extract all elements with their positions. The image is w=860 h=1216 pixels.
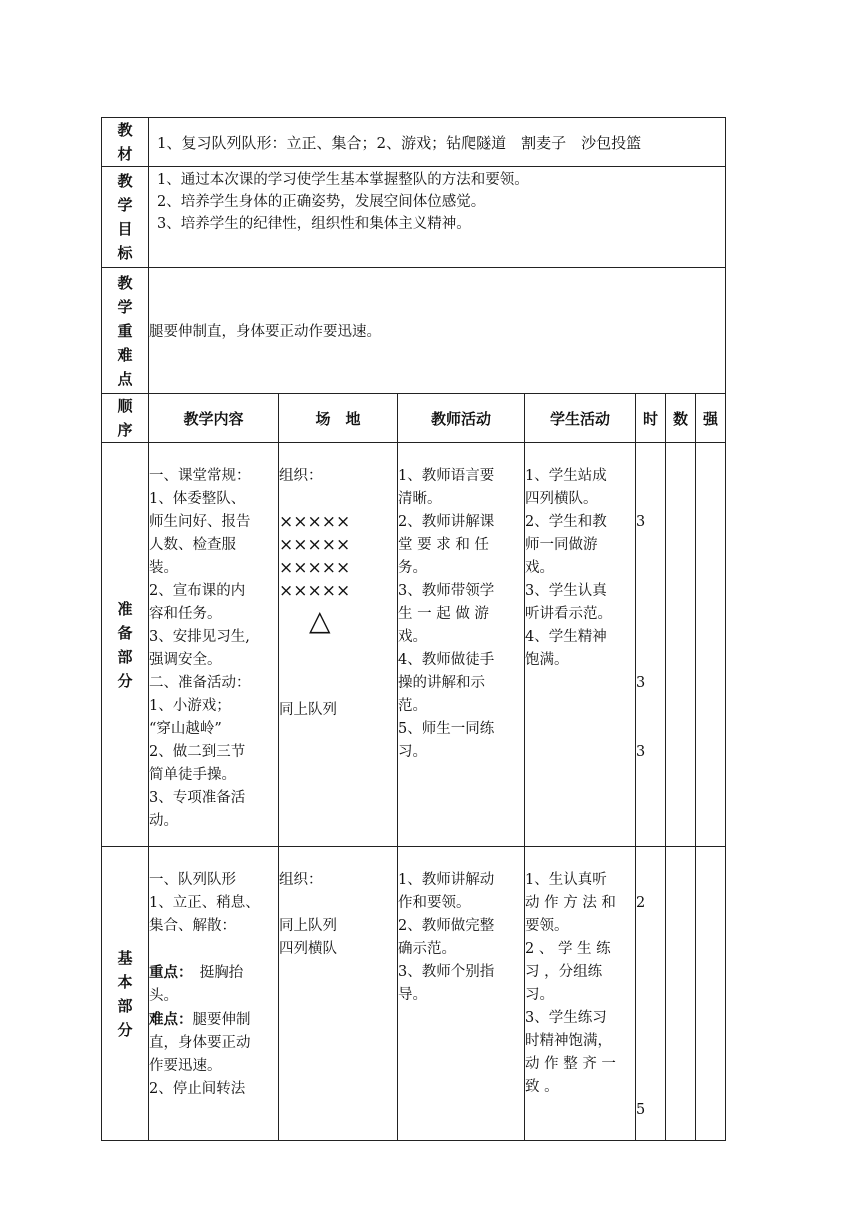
formation-row: ××××× bbox=[279, 581, 351, 601]
basic-intensity bbox=[696, 847, 726, 1141]
time-value: 3 bbox=[636, 675, 646, 691]
goals-row bbox=[102, 167, 726, 268]
prep-student-activity: 1、学生站成 四列横队。 2、学生和教 师一同做游 戏。 3、学生认真 听讲看示范。 4、学生精神 饱满。 bbox=[525, 443, 636, 847]
material-content: 1、复习队列队形：立正、集合；2、游戏；钻爬隧道 割麦子 沙包投篮 bbox=[149, 118, 726, 167]
key-point-label: 重点： bbox=[149, 964, 186, 981]
material-row bbox=[102, 118, 726, 167]
prep-intensity bbox=[696, 443, 726, 847]
lesson-plan-table bbox=[101, 117, 726, 1141]
header-content: 教学内容 bbox=[149, 394, 279, 443]
prep-time bbox=[636, 443, 666, 847]
time-value: 3 bbox=[636, 744, 646, 760]
goals-content bbox=[149, 167, 726, 268]
venue-org-label: 组织： bbox=[279, 468, 323, 484]
time-value: 3 bbox=[636, 514, 646, 530]
material-label: 教 材 bbox=[102, 118, 149, 167]
header-venue: 场 地 bbox=[279, 394, 398, 443]
difficulty-label: 教 学 重 难 点 bbox=[102, 268, 149, 394]
header-student: 学生活动 bbox=[525, 394, 636, 443]
hard-point: 难点：腿要伸制 bbox=[149, 1011, 251, 1028]
prep-row bbox=[102, 443, 726, 847]
difficulty-row bbox=[102, 268, 726, 394]
time-value: 2 bbox=[636, 895, 646, 911]
basic-student-activity: 1、生认真听 动 作 方 法 和 要领。 2 、 学 生 练 习 ，分组练 习。 3、学生练习 时精神饱满， 动 作 整 齐 一 致 。 bbox=[525, 847, 636, 1141]
header-count: 数 bbox=[666, 394, 696, 443]
goal-item: 3、培养学生的纪律性，组织性和集体主义精神。 bbox=[157, 216, 471, 232]
difficulty-content: 腿要伸制直，身体要正动作要迅速。 bbox=[149, 268, 726, 394]
teacher-triangle-icon: △ bbox=[309, 604, 331, 637]
goals-label: 教 学 目 标 bbox=[102, 167, 149, 268]
prep-teacher-activity: 1、教师语言要 清晰。 2、教师讲解课 堂 要 求 和 任 务。 3、教师带领学 生 一 起 做 游 戏。 4、教师做徒手 操的讲解和示 范。 5、师生一同练 习。 bbox=[398, 443, 525, 847]
key-point: 重点： 挺胸抬 bbox=[149, 964, 244, 981]
prep-content: 一、课堂常规： 1、体委整队、 师生问好、报告 人数、检查服 装。 2、宣布课的内 容和任务。 3、安排见习生, 强调安全。 二、准备活动： 1、小游戏； “穿山越岭” 2、做二到三节 简单徒手操。 3、专项准备活 动。 bbox=[149, 443, 279, 847]
basic-content: 一、队列队形 1、立正、稍息、 集合、解散： 重点： 挺胸抬 头。 难点：腿要伸制 直，身体要正动 作要迅速。 2、停止间转法 bbox=[149, 847, 279, 1141]
basic-teacher-activity: 1、教师讲解动 作和要领。 2、教师做完整 确示范。 3、教师个别指 导。 bbox=[398, 847, 525, 1141]
header-time: 时 bbox=[636, 394, 666, 443]
prep-count bbox=[666, 443, 696, 847]
goal-item: 2、培养学生身体的正确姿势，发展空间体位感觉。 bbox=[157, 194, 486, 210]
goal-item: 1、通过本次课的学习使学生基本掌握整队的方法和要领。 bbox=[157, 172, 529, 188]
basic-label: 基 本 部 分 bbox=[102, 847, 149, 1141]
prep-label: 准 备 部 分 bbox=[102, 443, 149, 847]
hard-point-label: 难点： bbox=[149, 1011, 193, 1028]
basic-count bbox=[666, 847, 696, 1141]
formation-row: ××××× bbox=[279, 512, 351, 532]
header-order: 顺 序 bbox=[102, 394, 149, 443]
formation-row: ××××× bbox=[279, 535, 351, 555]
header-intensity: 强 bbox=[696, 394, 726, 443]
basic-venue: 组织： 同上队列 四列横队 bbox=[279, 847, 398, 1141]
basic-time bbox=[636, 847, 666, 1141]
formation-row: ××××× bbox=[279, 558, 351, 578]
venue-org-label: 组织： bbox=[279, 872, 323, 888]
time-value: 5 bbox=[636, 1102, 646, 1118]
column-header-row bbox=[102, 394, 726, 443]
venue-same-formation: 同上队列 bbox=[279, 702, 337, 718]
header-teacher: 教师活动 bbox=[398, 394, 525, 443]
prep-venue bbox=[279, 443, 398, 847]
basic-row bbox=[102, 847, 726, 1141]
